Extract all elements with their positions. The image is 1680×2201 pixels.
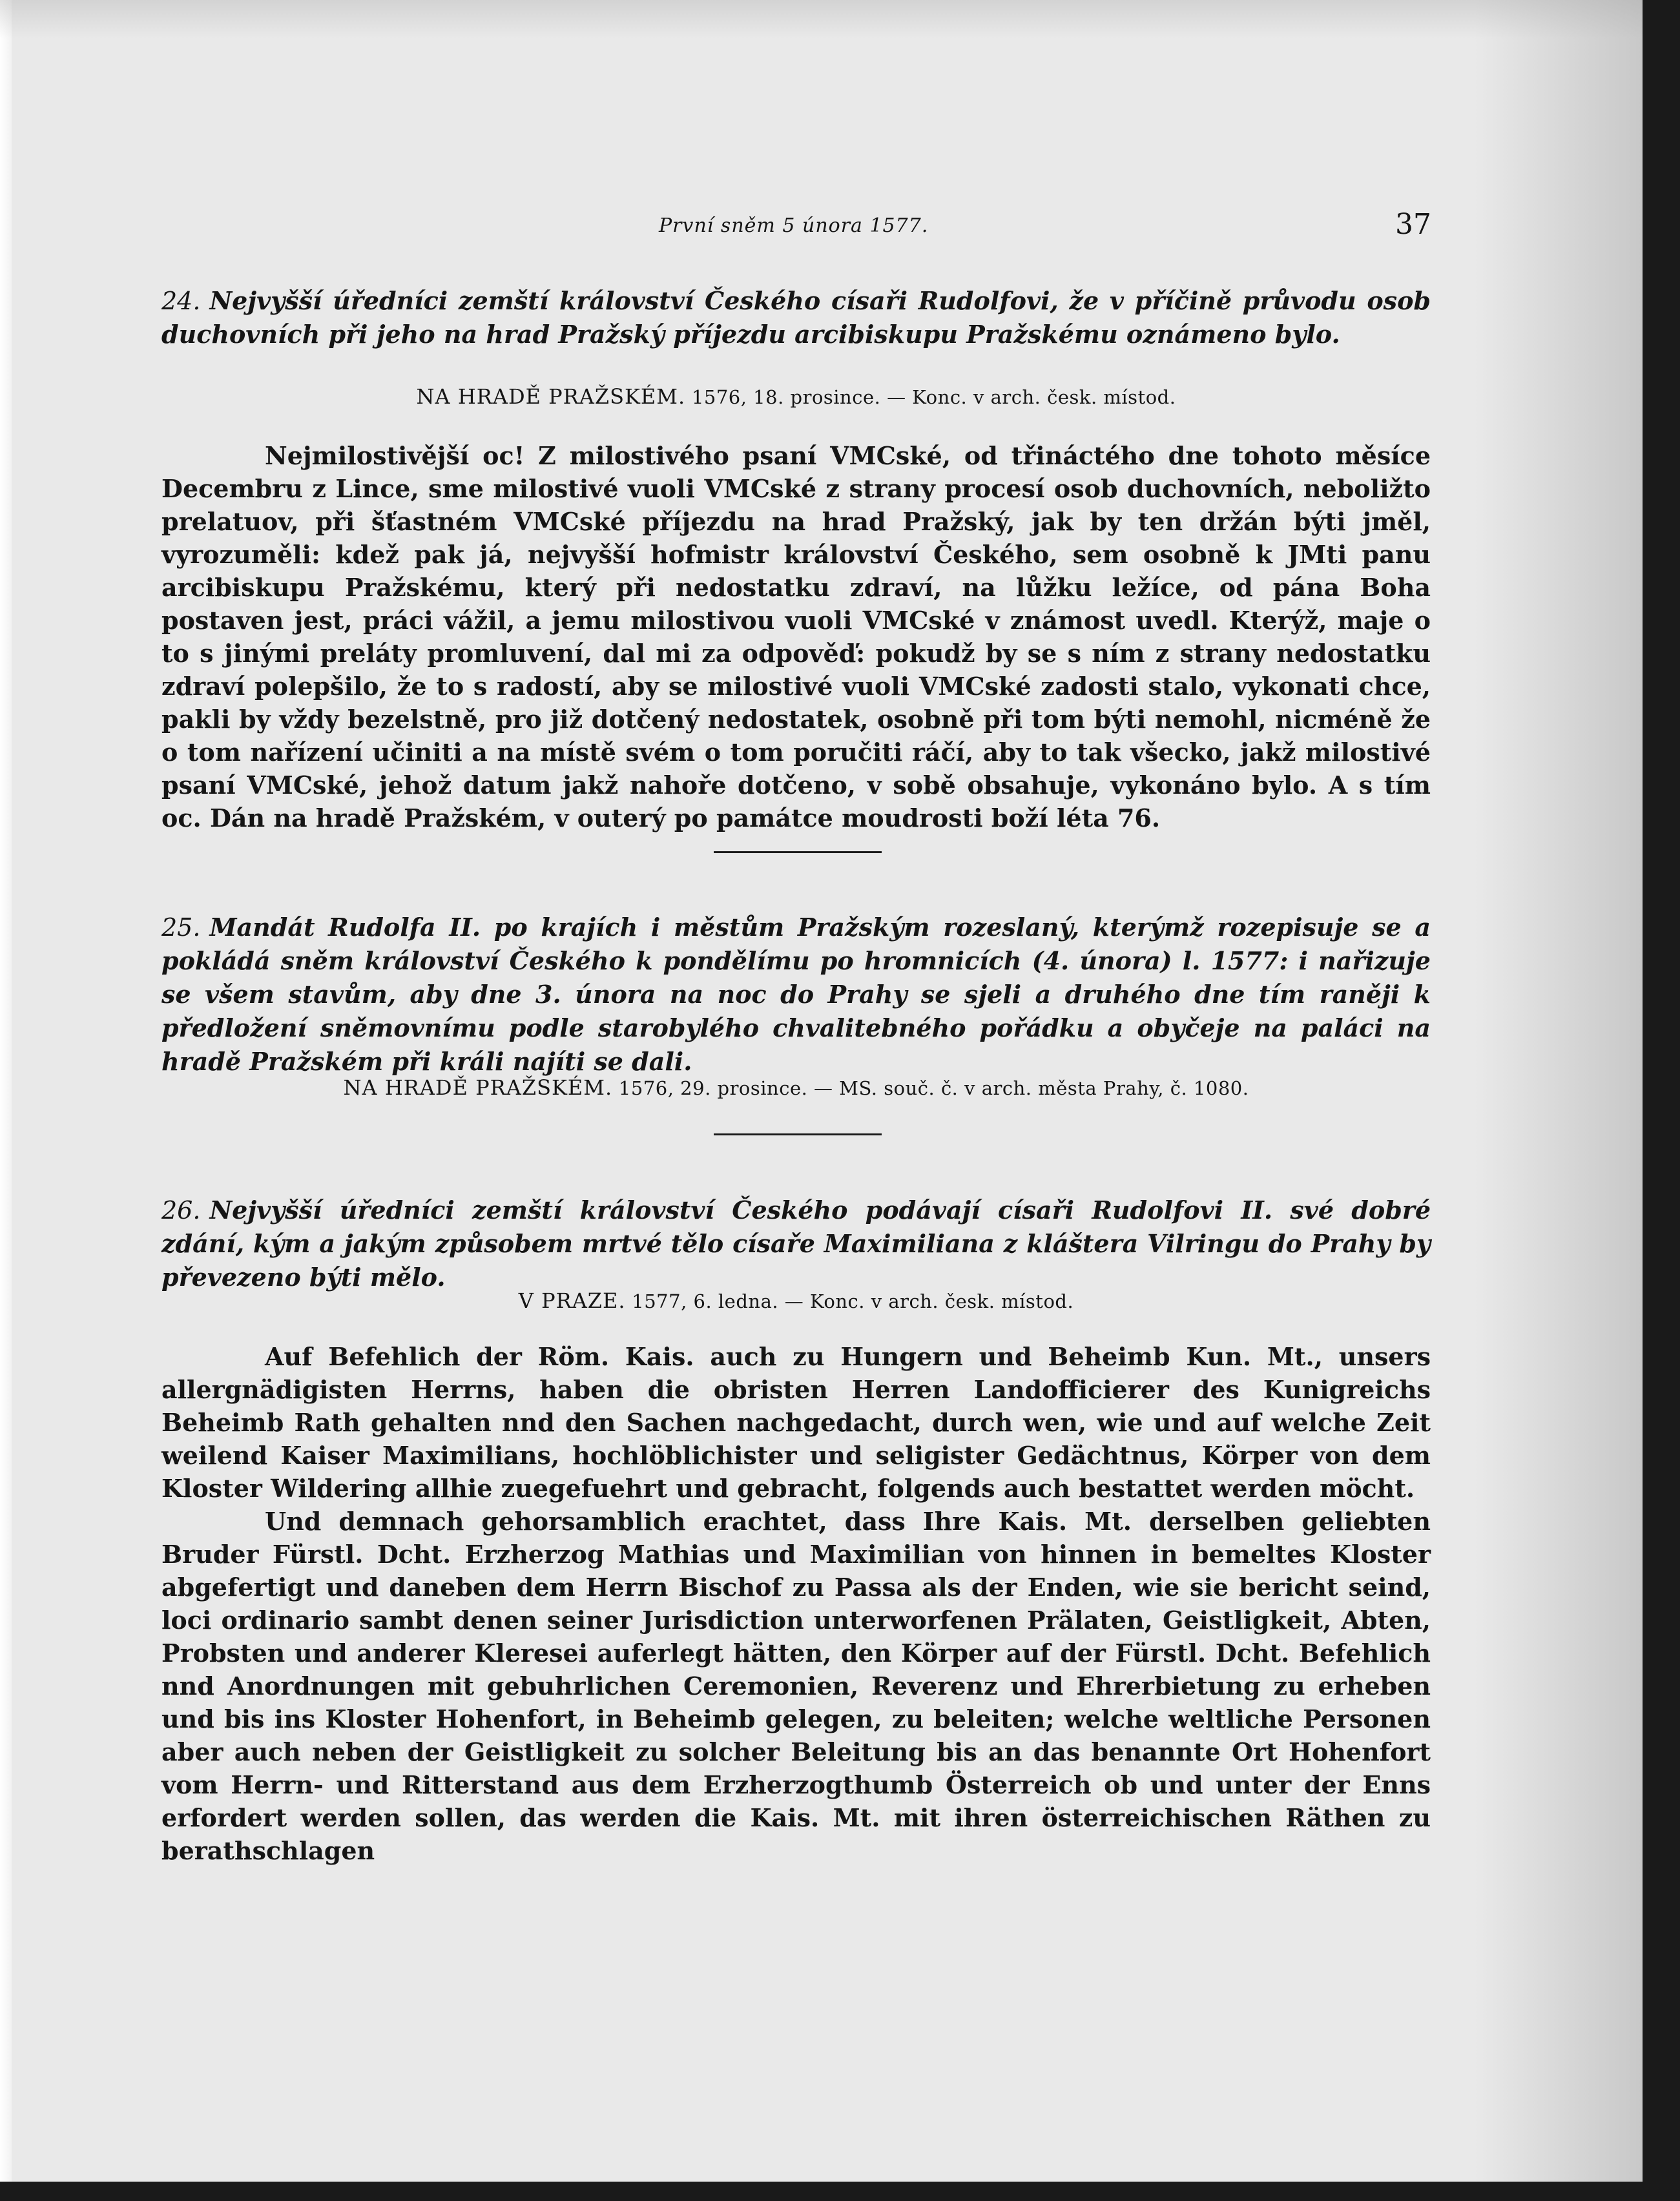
doc24-source: [161, 384, 1431, 409]
page-left-edge: [0, 0, 12, 2201]
doc24-source-rest: 1576, 18. prosince. — Konc. v arch. česk. místod.: [691, 386, 1176, 408]
doc25-source-place: NA HRADĚ PRAŽSKÉM.: [343, 1075, 613, 1100]
doc26-heading: [161, 1194, 1431, 1294]
doc25-source-rest: 1576, 29. prosince. — MS. souč. č. v arch. města Prahy, č. 1080.: [618, 1077, 1249, 1099]
doc24-number: 24.: [161, 287, 201, 315]
doc24-body: [161, 439, 1431, 834]
doc26-number: 26.: [161, 1196, 201, 1224]
page-number: 37: [1395, 208, 1431, 241]
doc24-heading: [161, 284, 1431, 351]
doc26-paragraph: Und demnach gehorsamblich erachtet, dass Ihre Kais. Mt. derselben geliebten Bruder Fürstl. Dcht. Erzherzog Mathias und Maximilian von hinnen in bemeltes Kloster abgefertigt und daneben dem Herrn Bischof zu Passa als der Enden, wie sie bericht seind, loci ordinario sambt denen seiner Jurisdiction unterworfenen Prälaten, Geistligkeit, Abten, Probsten und anderer Kleresei auferlegt hätten, den Körper auf der Fürstl. Dcht. Befehlich nnd Anordnungen mit gebuhrlichen Ceremonien, Reverenz und Ehrerbietung zu erheben und bis ins Kloster Hohenfort, in Beheimb gelegen, zu beleiten; welche weltliche Personen aber auch neben der Geistligkeit zu solcher Beleitung bis an das benannte Ort Hohenfort vom Herrn- und Ritterstand aus dem Erzherzogthumb Österreich ob und unter der Enns erfordert werden sollen, das werden die Kais. Mt. mit ihren österreichischen Räthen zu berathschlagen: [161, 1507, 1431, 1865]
doc25-number: 25.: [161, 913, 201, 942]
doc24-paragraph: Nejmilostivější oc! Z milostivého psaní VMCské, od třináctého dne tohoto měsíce Decembru z Lince, sme milostivé vuoli VMCské z strany procesí osob duchovních, neboližto prelatuov, při šťastném VMCské příjezdu na hrad Pražský, jak by ten držán býti jměl, vyrozuměli: kdež pak já, nejvyšší hofmistr království Českého, sem osobně k JMti panu arcibiskupu Pražskému, který při nedostatku zdraví, na lůžku ležíce, od pána Boha postaven jest, práci vážil, a jemu milostivou vuoli VMCské v známost uvedl. Kterýž, maje o to s jinými preláty promluvení, dal mi za odpověď: pokudž by se s ním z strany nedostatku zdraví polepšilo, že to s radostí, aby se milostivé vuoli VMCské zadosti stalo, vykonati chce, pakli by vždy bezelstně, pro již dotčený nedostatek, osobně při tom býti nemohl, nicméně že o tom nařízení učiniti a na místě svém o tom poručiti ráčí, aby to tak všecko, jakž milostivé psaní VMCské, jehož datum jakž nahoře dotčeno, v sobě obsahuje, vykonáno bylo. A s tím oc. Dán na hradě Pražském, v outerý po památce moudrosti boží léta 76.: [161, 441, 1431, 832]
doc24-title: Nejvyšší úředníci zemští království Českého císaři Rudolfovi, že v příčině průvodu osob duchovních při jeho na hrad Pražský příjezdu arcibiskupu Pražskému oznámeno bylo.: [161, 286, 1431, 349]
doc26-source-rest: 1577, 6. ledna. — Konc. v arch. česk. místod.: [632, 1290, 1074, 1312]
doc25-source: [161, 1075, 1431, 1100]
doc26-source: [161, 1288, 1431, 1313]
page-right-shade: [1475, 0, 1643, 2201]
page-top-shadow: [0, 0, 1680, 39]
doc26-body: [161, 1340, 1431, 1867]
doc24-source-place: NA HRADĚ PRAŽSKÉM.: [416, 384, 686, 409]
doc26-title: Nejvyšší úředníci zemští království Českého podávají císaři Rudolfovi II. své dobré zdání, kým a jakým způsobem mrtvé tělo císaře Maximiliana z kláštera Vilringu do Prahy by převezeno býti mělo.: [161, 1195, 1431, 1292]
doc25-heading: [161, 911, 1431, 1079]
section-divider: [714, 851, 882, 853]
doc26-paragraph: Auf Befehlich der Röm. Kais. auch zu Hungern und Beheimb Kun. Mt., unsers allergnädigisten Herrns, haben die obristen Herren Landofficierer des Kunigreichs Beheimb Rath gehalten nnd den Sachen nachgedacht, durch wen, wie und auf welche Zeit weilend Kaiser Maximilians, hochlöblichister und seligister Gedächtnus, Körper von dem Kloster Wildering allhie zuegefuehrt und gebracht, folgends auch bestattet werden möcht.: [161, 1342, 1431, 1503]
doc25-title: Mandát Rudolfa II. po krajích i městům Pražským rozeslaný, kterýmž rozepisuje se a pokládá sněm království Českého k pondělímu po hromnicích (4. února) l. 1577: i nařizuje se všem stavům, aby dne 3. února na noc do Prahy se sjeli a druhého dne tím raněji k předložení sněmovnímu podle starobylého chvalitebného pořádku a obyčeje na paláci na hradě Pražském při králi najíti se dali.: [161, 913, 1431, 1076]
doc26-source-place: V PRAZE.: [518, 1288, 626, 1313]
running-head: První sněm 5 února 1577.: [659, 214, 929, 237]
section-divider: [714, 1133, 882, 1135]
scan-right-border: [1643, 0, 1680, 2201]
scan-bottom-border: [0, 2182, 1680, 2201]
